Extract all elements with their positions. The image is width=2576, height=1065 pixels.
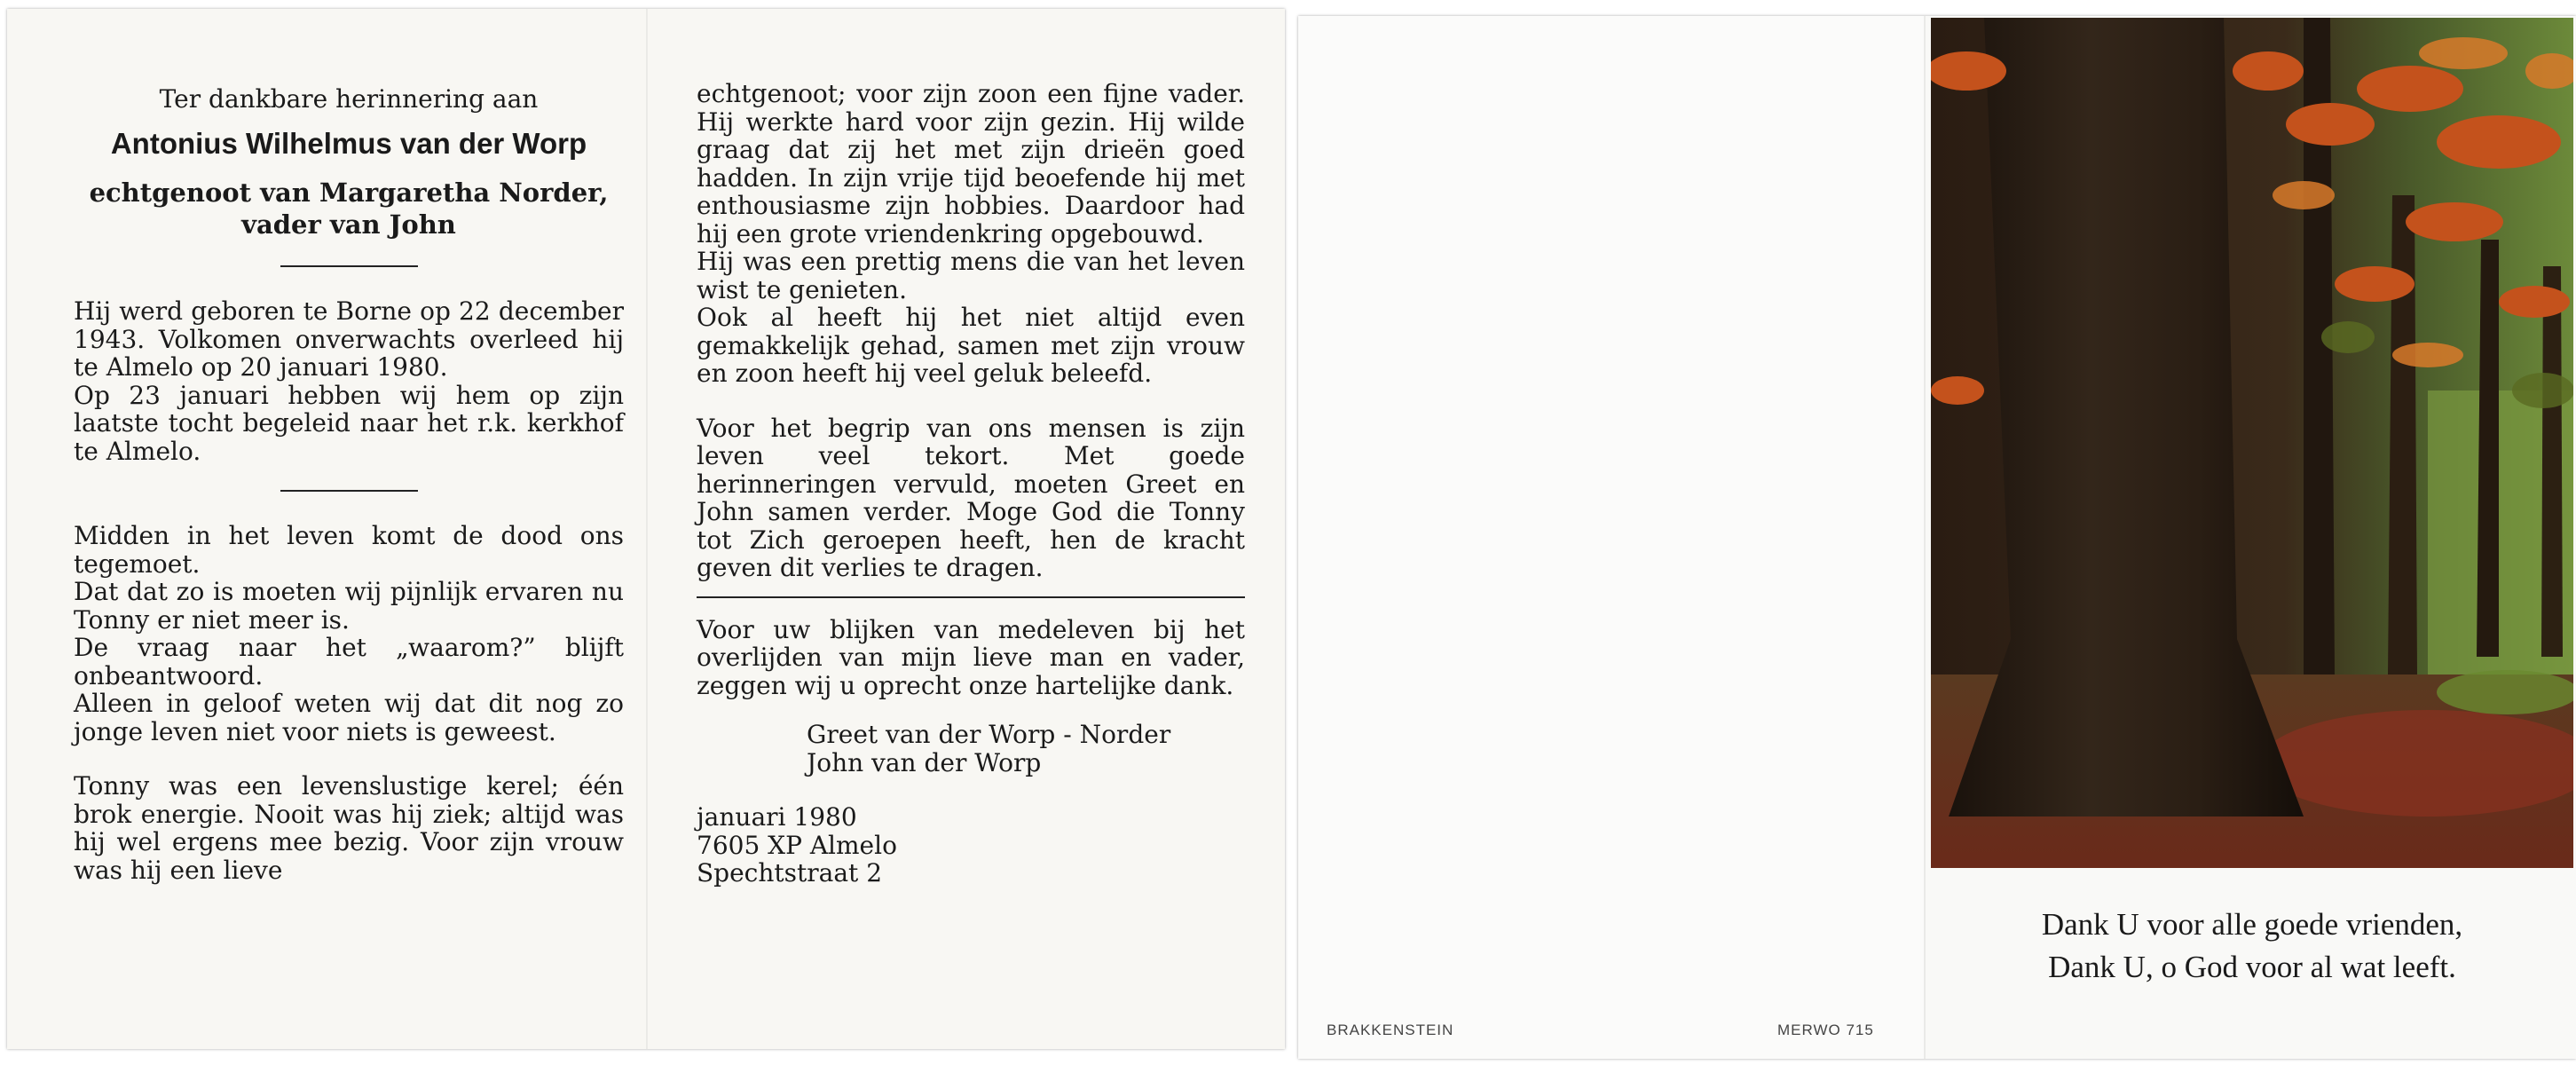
signature-john: John van der Worp [807,747,1042,777]
date-text: januari 1980 [697,802,857,832]
inner-fold-line [646,9,648,1049]
birth-death-text: Hij werd geboren te Borne op 22 december 1943. Volkomen onverwachts overleed hij te Almelo op 20 januari 1980. [74,296,624,382]
para-tonny: Tonny was een levenslustige kerel; één brok energie. Nooit was hij ziek; altijd was hij wel ergens mee bezig. Voor zijn vrouw was hij een lieve [74,771,624,885]
para-thanks: Voor uw blijken van medeleven bij het overlijden van mijn lieve man en vader, zeggen wij u oprecht onze hartelijke dank. [697,614,1245,700]
para-death: Midden in het leven komt de dood ons tegemoet. [74,521,624,579]
signature-greet: Greet van der Worp - Norder [807,720,1171,749]
verse-text [1931,903,2573,989]
para-enjoy: Hij was een prettig mens die van het leven wist te genieten. [697,247,1245,304]
divider-2 [280,490,418,492]
para-happy: Ook al heeft hij het niet altijd even gemakkelijk gehad, samen met zijn vrouw en zoon heeft hij veel geluk beleefd. [697,303,1245,388]
postal-address: 7605 XP Almelo [697,830,897,860]
dedication-intro: Ter dankbare herinnering aan [159,84,539,114]
divider-1 [280,265,418,267]
inner-right-column [697,80,1245,888]
para-pain: Dat dat zo is moeten wij pijnlijk ervaren nu Tonny er niet meer is. [74,577,624,635]
back-panel [1298,16,1924,1059]
spouse-line: echtgenoot van Margaretha Norder, [89,178,609,208]
street-address: Spechtstraat 2 [697,858,883,888]
para-faith: Alleen in geloof weten wij dat dit nog zo jonge leven niet voor niets is geweest. [74,689,624,746]
father-line: vader van John [241,209,456,240]
publisher-imprint: BRAKKENSTEIN [1327,1022,1454,1038]
burial-text: Op 23 januari hebben wij hem op zijn laatste tocht begeleid naar het r.k. kerkhof te Almelo. [74,380,624,466]
inner-card-spread [7,9,1285,1049]
para-family: echtgenoot; voor zijn zoon een fijne vader. Hij werkte hard voor zijn gezin. Hij wilde graag dat zij het met zijn drieën goed hadden. In zijn vrije tijd beoefende hij met enthousiasme zijn hobbies. Daardoor had hij een grote vriendenkring opgebouwd. [697,79,1245,248]
outer-fold-line [1924,16,1926,1059]
inner-left-column [74,85,624,884]
divider-3 [697,596,1245,598]
para-question: De vraag naar het „waarom?” blijft onbeantwoord. [74,633,624,690]
autumn-tree-photo [1931,18,2573,868]
product-code: MERWO 715 [1777,1022,1874,1038]
verse-line-2: Dank U, o God voor al wat leeft. [2048,950,2456,984]
verse-line-1: Dank U voor alle goede vrienden, [2041,907,2463,942]
para-prayer: Voor het begrip van ons mensen is zijn leven veel tekort. Met goede herinneringen vervuld, moeten Greet en John samen verder. Moge God die Tonny tot Zich geroepen heeft, hen de kracht geven dit verlies te dragen. [697,413,1245,582]
deceased-name: Antonius Wilhelmus van der Worp [110,126,587,160]
outer-card-spread [1298,16,2576,1059]
